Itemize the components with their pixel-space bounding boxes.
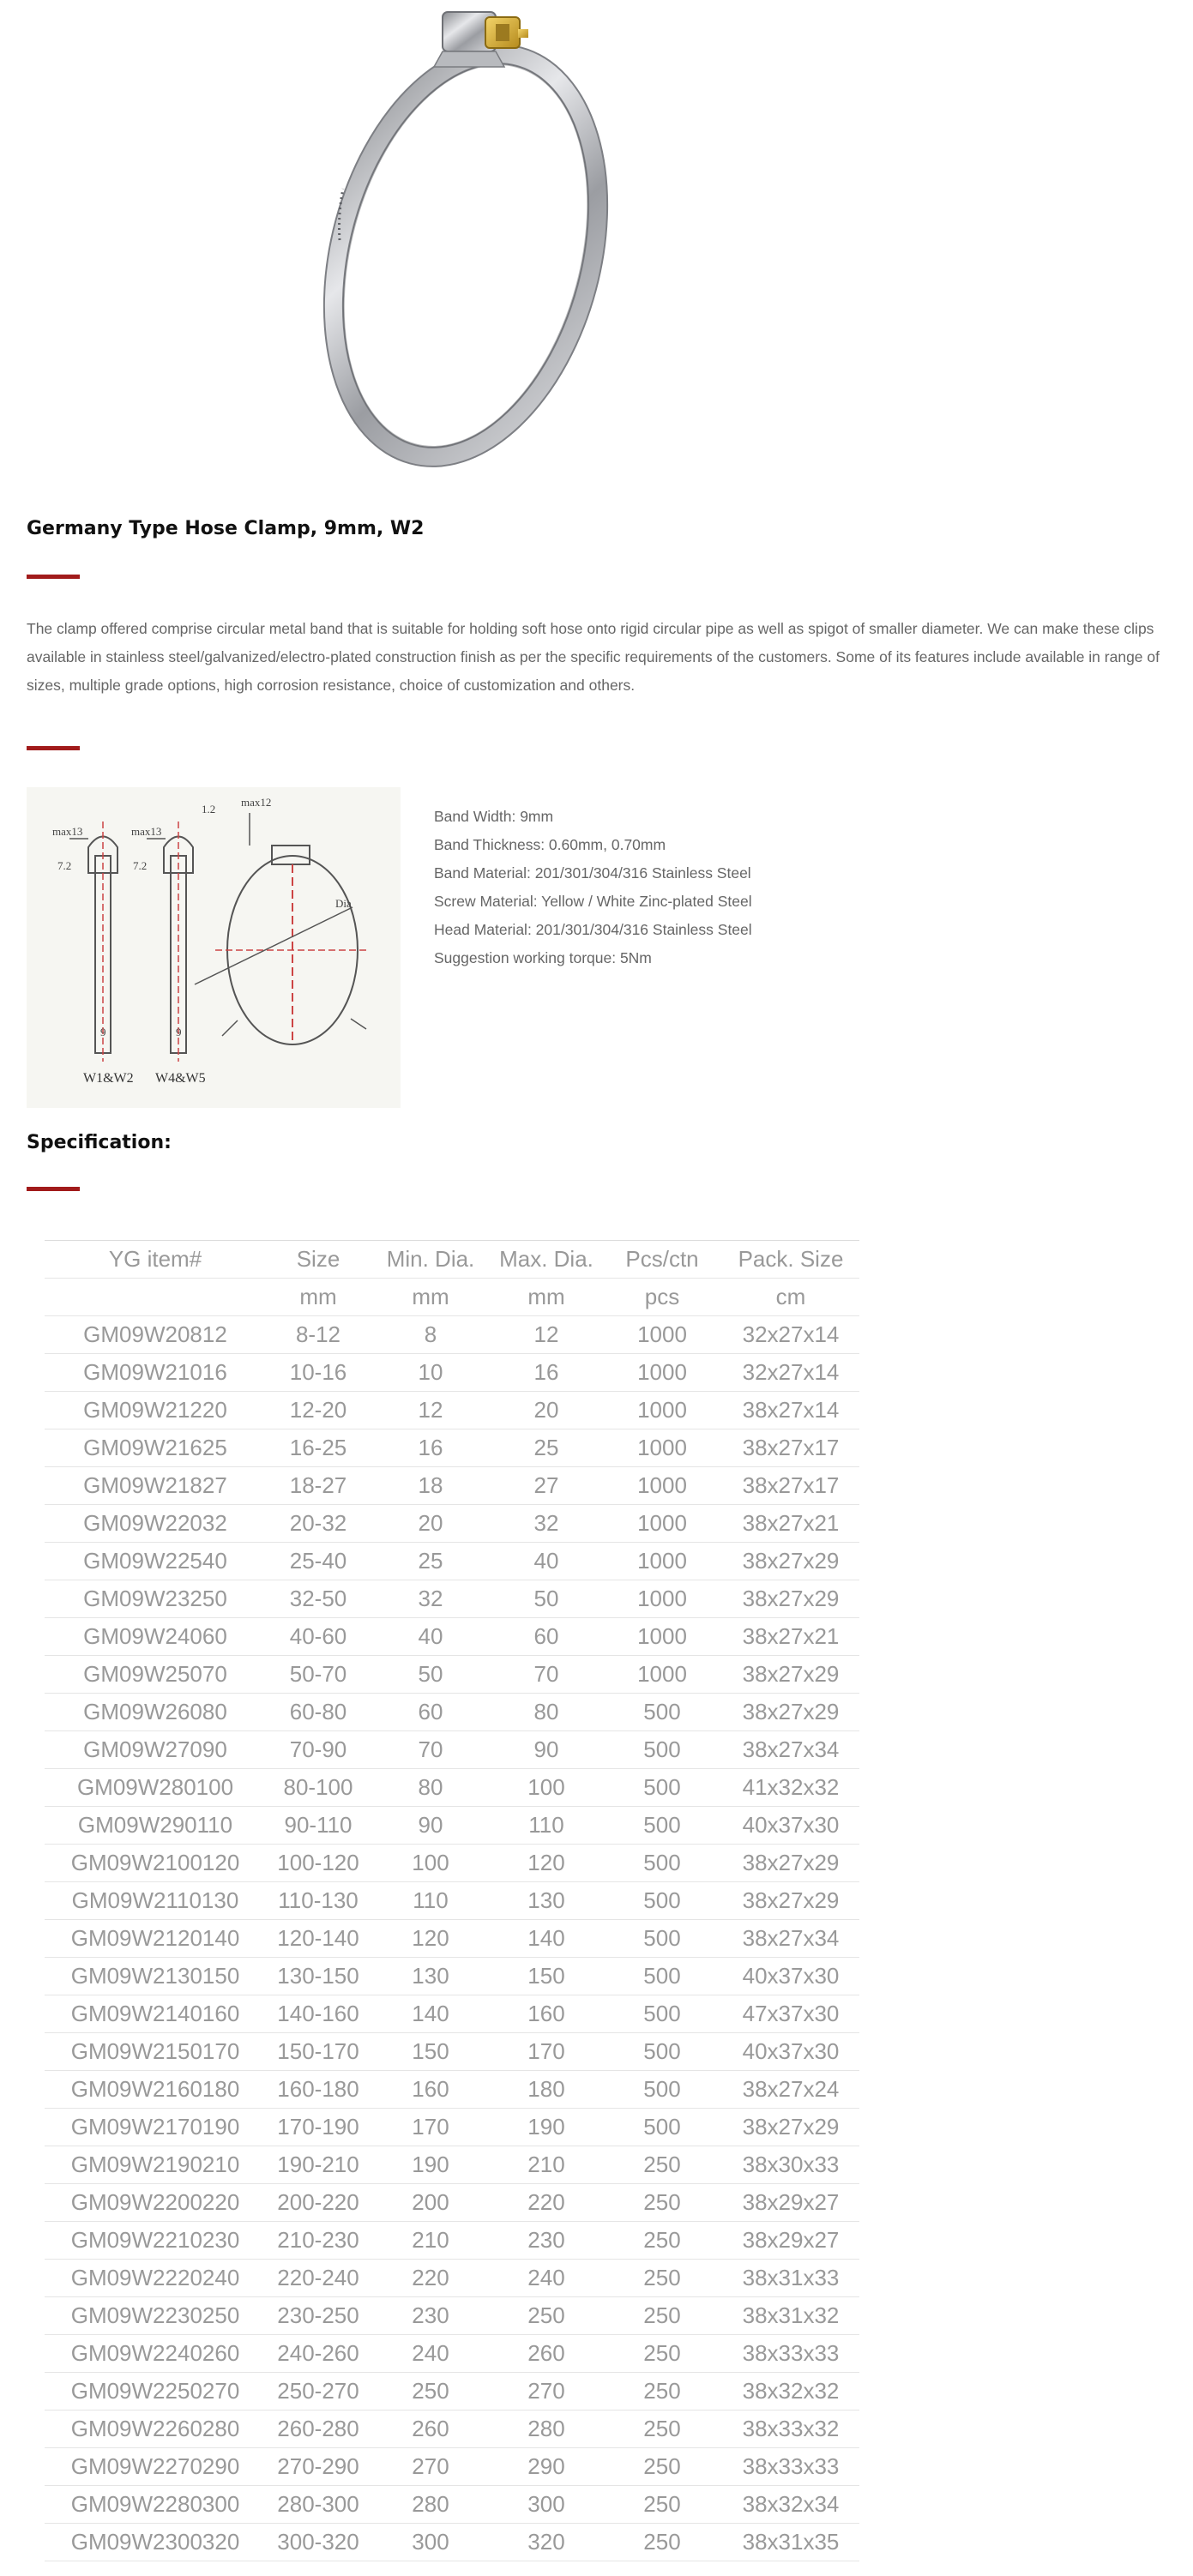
table-cell: GM09W21016 [45, 1354, 266, 1392]
table-cell: 110 [371, 1882, 491, 1920]
unit-cell: pcs [602, 1279, 722, 1316]
table-cell: 250 [602, 2222, 722, 2260]
unit-cell [45, 1279, 266, 1316]
table-cell: 50 [371, 1656, 491, 1694]
table-cell: 90-110 [266, 1807, 371, 1845]
table-cell: 38x30x33 [722, 2146, 859, 2184]
table-row [45, 2033, 859, 2071]
table-cell: 70 [371, 1731, 491, 1769]
table-cell: 500 [602, 1845, 722, 1882]
table-cell: 27 [491, 1467, 602, 1505]
dim-label: 9 [176, 1026, 182, 1038]
table-cell: 150-170 [266, 2033, 371, 2071]
table-cell: 500 [602, 1920, 722, 1958]
dim-label: Dia [335, 897, 352, 910]
column-header: Max. Dia. [491, 1241, 602, 1279]
table-row [45, 1543, 859, 1580]
specification-table [45, 1240, 859, 2561]
dim-label: 7.2 [133, 859, 148, 872]
table-cell: 230 [371, 2297, 491, 2335]
column-header: Size [266, 1241, 371, 1279]
table-cell: 170-190 [266, 2109, 371, 2146]
table-row [45, 2071, 859, 2109]
column-header: Pcs/ctn [602, 1241, 722, 1279]
table-cell: 40x37x30 [722, 1958, 859, 1995]
table-cell: 50-70 [266, 1656, 371, 1694]
dim-label: 9 [100, 1026, 106, 1038]
table-cell: 8 [371, 1316, 491, 1354]
table-cell: GM09W2140160 [45, 1995, 266, 2033]
table-cell: 1000 [602, 1467, 722, 1505]
table-cell: 280-300 [266, 2486, 371, 2524]
table-row [45, 1505, 859, 1543]
table-cell: 38x27x34 [722, 1731, 859, 1769]
table-cell: GM09W2120140 [45, 1920, 266, 1958]
table-cell: 270-290 [266, 2448, 371, 2486]
table-cell: GM09W25070 [45, 1656, 266, 1694]
table-row [45, 1429, 859, 1467]
table-row [45, 1807, 859, 1845]
table-cell: 260 [371, 2410, 491, 2448]
table-cell: 25-40 [266, 1543, 371, 1580]
table-cell: 38x32x34 [722, 2486, 859, 2524]
table-cell: 1000 [602, 1392, 722, 1429]
product-title: Germany Type Hose Clamp, 9mm, W2 [27, 518, 425, 539]
table-cell: 140 [371, 1995, 491, 2033]
table-cell: 240 [491, 2260, 602, 2297]
table-cell: GM09W20812 [45, 1316, 266, 1354]
table-row [45, 1958, 859, 1995]
table-cell: 38x33x33 [722, 2335, 859, 2373]
table-cell: 12 [371, 1392, 491, 1429]
table-cell: 1000 [602, 1316, 722, 1354]
table-cell: 140 [491, 1920, 602, 1958]
table-cell: 100 [491, 1769, 602, 1807]
table-cell: GM09W2270290 [45, 2448, 266, 2486]
table-cell: GM09W22540 [45, 1543, 266, 1580]
table-cell: 20-32 [266, 1505, 371, 1543]
table-cell: 1000 [602, 1429, 722, 1467]
table-cell: 38x27x21 [722, 1505, 859, 1543]
table-cell: 32 [371, 1580, 491, 1618]
spec-head-material: Head Material: 201/301/304/316 Stainless Steel [434, 921, 752, 938]
table-cell: 70-90 [266, 1731, 371, 1769]
spec-working-torque: Suggestion working torque: 5Nm [434, 949, 652, 966]
table-row [45, 2109, 859, 2146]
table-row [45, 2373, 859, 2410]
table-cell: 80 [371, 1769, 491, 1807]
table-cell: 60-80 [266, 1694, 371, 1731]
table-cell: 280 [371, 2486, 491, 2524]
table-cell: 38x29x27 [722, 2184, 859, 2222]
table-row [45, 1845, 859, 1882]
table-cell: 130-150 [266, 1958, 371, 1995]
table-cell: GM09W2160180 [45, 2071, 266, 2109]
column-header: Min. Dia. [371, 1241, 491, 1279]
table-cell: 500 [602, 1882, 722, 1920]
table-cell: 230-250 [266, 2297, 371, 2335]
unit-cell: cm [722, 1279, 859, 1316]
column-header: Pack. Size [722, 1241, 859, 1279]
spec-band-width: Band Width: 9mm [434, 808, 554, 825]
table-cell: 270 [371, 2448, 491, 2486]
table-cell: 38x27x14 [722, 1392, 859, 1429]
table-cell: 250 [491, 2297, 602, 2335]
table-cell: 500 [602, 1807, 722, 1845]
table-cell: 170 [371, 2109, 491, 2146]
dim-label: max12 [241, 796, 272, 809]
table-cell: 250 [371, 2373, 491, 2410]
table-cell: GM09W23250 [45, 1580, 266, 1618]
table-cell: 10 [371, 1354, 491, 1392]
table-cell: 210 [491, 2146, 602, 2184]
table-cell: 38x27x29 [722, 1543, 859, 1580]
table-cell: 38x27x29 [722, 2109, 859, 2146]
table-cell: 200-220 [266, 2184, 371, 2222]
table-cell: 1000 [602, 1543, 722, 1580]
table-cell: GM09W2150170 [45, 2033, 266, 2071]
table-cell: 500 [602, 1694, 722, 1731]
table-cell: GM09W2230250 [45, 2297, 266, 2335]
table-cell: GM09W26080 [45, 1694, 266, 1731]
table-cell: 40x37x30 [722, 2033, 859, 2071]
description-accent-bar [27, 746, 80, 750]
table-cell: 38x31x35 [722, 2524, 859, 2561]
table-cell: 20 [491, 1392, 602, 1429]
table-cell: 130 [491, 1882, 602, 1920]
table-cell: 220 [491, 2184, 602, 2222]
table-cell: 500 [602, 2071, 722, 2109]
table-cell: 290 [491, 2448, 602, 2486]
table-cell: GM09W2100120 [45, 1845, 266, 1882]
table-cell: 8-12 [266, 1316, 371, 1354]
table-cell: 200 [371, 2184, 491, 2222]
diagram-caption-w4-w5: W4&W5 [155, 1071, 206, 1086]
table-cell: 38x27x29 [722, 1580, 859, 1618]
table-row [45, 1354, 859, 1392]
table-cell: 38x27x29 [722, 1656, 859, 1694]
table-cell: 32x27x14 [722, 1354, 859, 1392]
table-row [45, 1731, 859, 1769]
table-cell: 300-320 [266, 2524, 371, 2561]
table-cell: GM09W21827 [45, 1467, 266, 1505]
table-cell: 25 [491, 1429, 602, 1467]
table-row [45, 1656, 859, 1694]
table-row [45, 1995, 859, 2033]
table-row [45, 2184, 859, 2222]
table-cell: 270 [491, 2373, 602, 2410]
table-cell: 250 [602, 2335, 722, 2373]
table-cell: GM09W2240260 [45, 2335, 266, 2373]
table-row [45, 2486, 859, 2524]
table-cell: GM09W24060 [45, 1618, 266, 1656]
table-cell: GM09W2220240 [45, 2260, 266, 2297]
table-cell: 120 [491, 1845, 602, 1882]
table-cell: 320 [491, 2524, 602, 2561]
table-cell: 38x33x32 [722, 2410, 859, 2448]
dim-label: 7.2 [57, 859, 72, 872]
table-cell: GM09W2200220 [45, 2184, 266, 2222]
table-cell: GM09W22032 [45, 1505, 266, 1543]
table-cell: 500 [602, 2033, 722, 2071]
dim-label: 1.2 [202, 803, 216, 816]
specification-accent-bar [27, 1187, 80, 1191]
table-cell: 16 [491, 1354, 602, 1392]
table-row [45, 1580, 859, 1618]
table-cell: 170 [491, 2033, 602, 2071]
table-cell: 18 [371, 1467, 491, 1505]
table-cell: 280 [491, 2410, 602, 2448]
table-cell: 40x37x30 [722, 1807, 859, 1845]
table-cell: 32-50 [266, 1580, 371, 1618]
table-cell: 300 [371, 2524, 491, 2561]
table-cell: 250 [602, 2373, 722, 2410]
table-cell: GM09W2260280 [45, 2410, 266, 2448]
table-cell: 250 [602, 2410, 722, 2448]
table-cell: 38x33x33 [722, 2448, 859, 2486]
table-cell: 38x27x29 [722, 1882, 859, 1920]
table-cell: 160 [491, 1995, 602, 2033]
table-cell: 25 [371, 1543, 491, 1580]
table-cell: GM09W2190210 [45, 2146, 266, 2184]
table-cell: 130 [371, 1958, 491, 1995]
dim-label: max13 [52, 825, 83, 838]
table-cell: 38x27x29 [722, 1845, 859, 1882]
table-cell: 250 [602, 2524, 722, 2561]
table-cell: GM09W21625 [45, 1429, 266, 1467]
table-cell: 1000 [602, 1505, 722, 1543]
table-header-row [45, 1241, 859, 1279]
table-cell: 180 [491, 2071, 602, 2109]
table-cell: 500 [602, 2109, 722, 2146]
table-cell: GM09W2250270 [45, 2373, 266, 2410]
table-cell: 12-20 [266, 1392, 371, 1429]
table-cell: 110 [491, 1807, 602, 1845]
table-row [45, 1618, 859, 1656]
table-cell: 70 [491, 1656, 602, 1694]
table-row [45, 1882, 859, 1920]
table-row [45, 2335, 859, 2373]
table-cell: 240-260 [266, 2335, 371, 2373]
table-cell: 1000 [602, 1618, 722, 1656]
table-cell: 250 [602, 2260, 722, 2297]
table-cell: 40-60 [266, 1618, 371, 1656]
table-cell: 38x27x29 [722, 1694, 859, 1731]
table-cell: 190 [491, 2109, 602, 2146]
table-row [45, 2222, 859, 2260]
table-row [45, 1316, 859, 1354]
table-cell: 500 [602, 1731, 722, 1769]
table-cell: 260-280 [266, 2410, 371, 2448]
table-cell: GM09W290110 [45, 1807, 266, 1845]
table-cell: 150 [491, 1958, 602, 1995]
table-cell: 40 [491, 1543, 602, 1580]
table-cell: GM09W2170190 [45, 2109, 266, 2146]
table-cell: 32 [491, 1505, 602, 1543]
unit-cell: mm [371, 1279, 491, 1316]
table-cell: 250-270 [266, 2373, 371, 2410]
table-cell: 38x31x33 [722, 2260, 859, 2297]
table-cell: 16-25 [266, 1429, 371, 1467]
table-cell: 41x32x32 [722, 1769, 859, 1807]
table-cell: 190 [371, 2146, 491, 2184]
table-cell: 1000 [602, 1580, 722, 1618]
table-cell: 40 [371, 1618, 491, 1656]
table-cell: 50 [491, 1580, 602, 1618]
product-description: The clamp offered comprise circular metal band that is suitable for holding soft hose onto rigid circular pipe as well as spigot of smaller diameter. We can make these clips available in stainless steel/galvanized/electro-plated construction finish as per the specific requirements of the customers. Some of its features include available in range of sizes, multiple grade options, high corrosion resistance, choice of customization and others. [27, 620, 1160, 694]
table-cell: 90 [491, 1731, 602, 1769]
table-cell: 220 [371, 2260, 491, 2297]
dim-label: max13 [131, 825, 162, 838]
table-row [45, 1694, 859, 1731]
table-row [45, 2146, 859, 2184]
spec-list [434, 803, 752, 972]
table-cell: 38x27x34 [722, 1920, 859, 1958]
table-cell: 60 [371, 1694, 491, 1731]
table-cell: 38x27x17 [722, 1467, 859, 1505]
table-cell: 140-160 [266, 1995, 371, 2033]
table-cell: 38x29x27 [722, 2222, 859, 2260]
table-cell: 190-210 [266, 2146, 371, 2184]
table-cell: 47x37x30 [722, 1995, 859, 2033]
table-cell: 38x27x17 [722, 1429, 859, 1467]
table-cell: 110-130 [266, 1882, 371, 1920]
table-cell: 120 [371, 1920, 491, 1958]
table-cell: GM09W2280300 [45, 2486, 266, 2524]
table-row [45, 1467, 859, 1505]
column-header: YG item# [45, 1241, 266, 1279]
table-cell: 60 [491, 1618, 602, 1656]
table-cell: 38x31x32 [722, 2297, 859, 2335]
table-cell: GM09W21220 [45, 1392, 266, 1429]
table-cell: 210 [371, 2222, 491, 2260]
unit-cell: mm [266, 1279, 371, 1316]
table-cell: 100-120 [266, 1845, 371, 1882]
table-cell: 16 [371, 1429, 491, 1467]
table-cell: 18-27 [266, 1467, 371, 1505]
table-cell: 90 [371, 1807, 491, 1845]
table-cell: 80 [491, 1694, 602, 1731]
table-cell: 12 [491, 1316, 602, 1354]
table-cell: 150 [371, 2033, 491, 2071]
table-cell: 38x27x24 [722, 2071, 859, 2109]
table-cell: 260 [491, 2335, 602, 2373]
specification-heading: Specification: [27, 1132, 172, 1153]
table-cell: GM09W2300320 [45, 2524, 266, 2561]
table-cell: 120-140 [266, 1920, 371, 1958]
table-cell: GM09W2130150 [45, 1958, 266, 1995]
table-cell: GM09W2110130 [45, 1882, 266, 1920]
table-row [45, 2448, 859, 2486]
table-cell: 250 [602, 2184, 722, 2222]
table-cell: 160-180 [266, 2071, 371, 2109]
table-row [45, 1769, 859, 1807]
table-cell: GM09W2210230 [45, 2222, 266, 2260]
table-cell: 80-100 [266, 1769, 371, 1807]
table-cell: 240 [371, 2335, 491, 2373]
table-cell: 100 [371, 1845, 491, 1882]
title-accent-bar [27, 575, 80, 579]
table-cell: 1000 [602, 1354, 722, 1392]
table-row [45, 2260, 859, 2297]
table-cell: 230 [491, 2222, 602, 2260]
table-cell: 38x32x32 [722, 2373, 859, 2410]
table-units-row [45, 1279, 859, 1316]
spec-band-thickness: Band Thickness: 0.60mm, 0.70mm [434, 836, 666, 853]
diagram-caption-w1-w2: W1&W2 [83, 1071, 134, 1086]
table-cell: 160 [371, 2071, 491, 2109]
spec-screw-material: Screw Material: Yellow / White Zinc-plated Steel [434, 893, 752, 910]
product-image [283, 0, 712, 480]
table-cell: 32x27x14 [722, 1316, 859, 1354]
technical-drawing [27, 787, 401, 1108]
table-cell: GM09W280100 [45, 1769, 266, 1807]
table-cell: 500 [602, 1995, 722, 2033]
table-cell: 38x27x21 [722, 1618, 859, 1656]
table-cell: 250 [602, 2486, 722, 2524]
table-cell: 10-16 [266, 1354, 371, 1392]
table-row [45, 2410, 859, 2448]
table-cell: 500 [602, 1769, 722, 1807]
table-cell: 210-230 [266, 2222, 371, 2260]
unit-cell: mm [491, 1279, 602, 1316]
table-cell: 1000 [602, 1656, 722, 1694]
table-row [45, 2297, 859, 2335]
table-cell: GM09W27090 [45, 1731, 266, 1769]
table-cell: 20 [371, 1505, 491, 1543]
table-row [45, 2524, 859, 2561]
table-cell: 250 [602, 2297, 722, 2335]
table-cell: 500 [602, 1958, 722, 1995]
table-cell: 220-240 [266, 2260, 371, 2297]
table-row [45, 1920, 859, 1958]
table-cell: 300 [491, 2486, 602, 2524]
table-row [45, 1392, 859, 1429]
table-cell: 250 [602, 2448, 722, 2486]
table-cell: 250 [602, 2146, 722, 2184]
spec-band-material: Band Material: 201/301/304/316 Stainless Steel [434, 864, 751, 882]
